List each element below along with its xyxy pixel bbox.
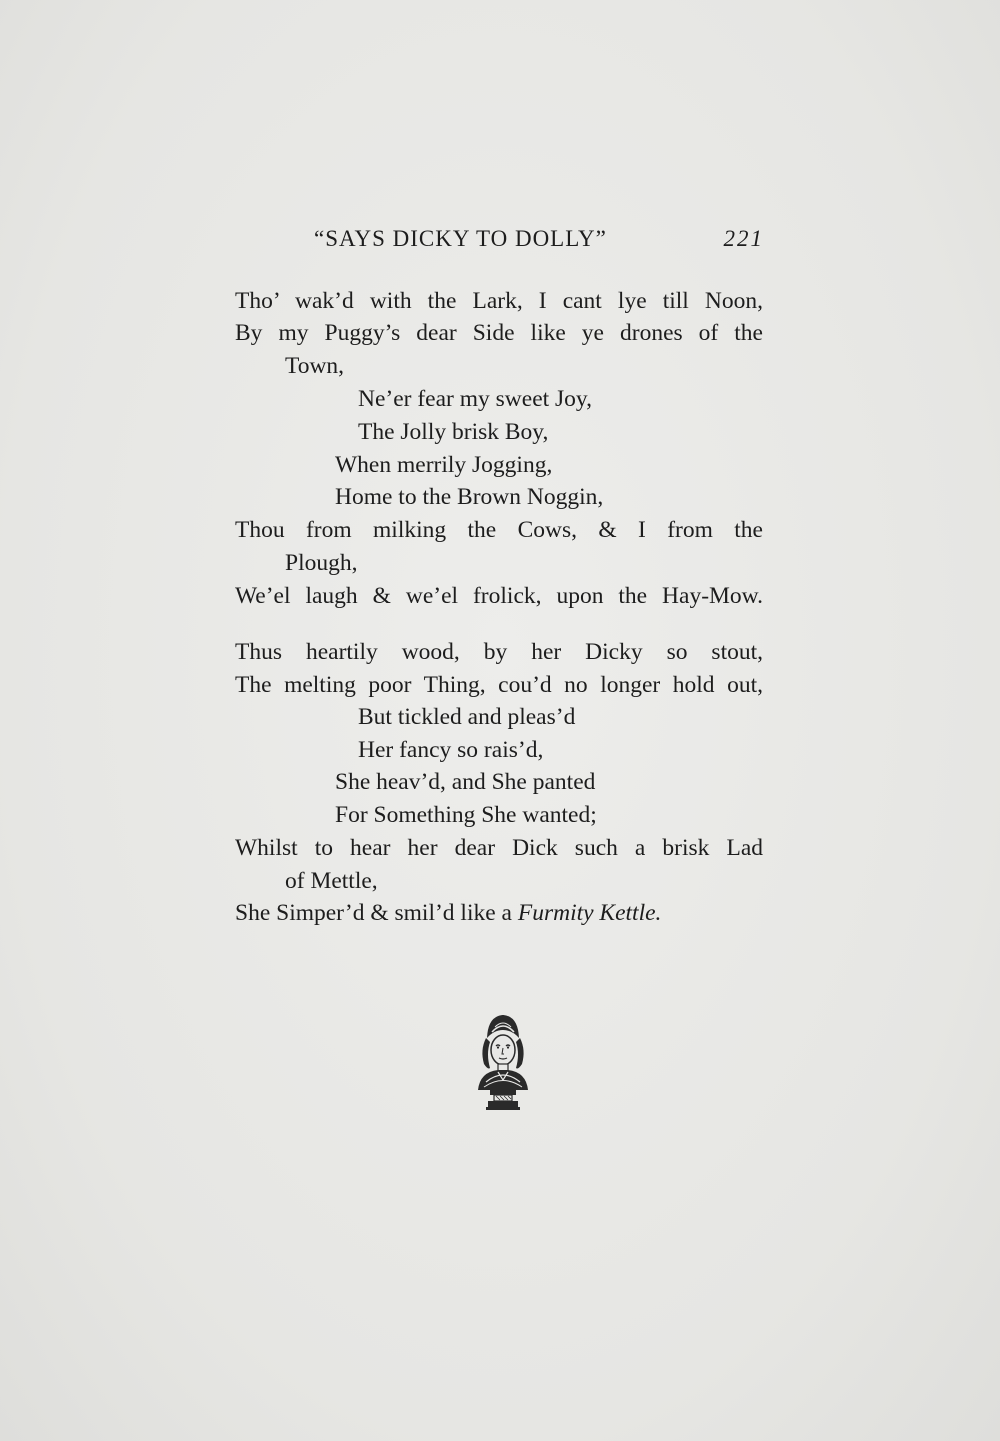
running-title: “SAYS DICKY TO DOLLY” bbox=[314, 226, 607, 251]
verse-line: of Mettle, bbox=[285, 868, 378, 894]
verse-line: Ne’er fear my sweet Joy, bbox=[358, 386, 593, 412]
page-number: 221 bbox=[723, 226, 764, 251]
verse-line-text: She Simper’d & smil’d like a bbox=[235, 900, 518, 926]
verse-line bbox=[235, 898, 661, 928]
verse-line: Home to the Brown Noggin, bbox=[335, 484, 604, 510]
verse-line: The melting poor Thing, cou’d no longer hold out, bbox=[235, 672, 763, 698]
verse-line: Town, bbox=[285, 353, 345, 379]
verse-line-italic: Furmity Kettle. bbox=[517, 900, 662, 926]
verse-line: For Something She wanted; bbox=[335, 802, 597, 828]
verse-line: The Jolly brisk Boy, bbox=[358, 419, 549, 445]
verse-line: Plough, bbox=[285, 550, 358, 576]
verse-line: By my Puggy’s dear Side like ye drones of the bbox=[235, 320, 763, 346]
verse-line: Thou from milking the Cows, & I from the bbox=[235, 517, 763, 543]
bust-ornament-icon bbox=[470, 1010, 536, 1112]
verse-line: Tho’ wak’d with the Lark, I cant lye till Noon, bbox=[235, 288, 763, 314]
page-header bbox=[234, 226, 764, 260]
verse-line: She heav’d, and She panted bbox=[335, 769, 596, 795]
verse-line: We’el laugh & we’el frolick, upon the Hay-Mow. bbox=[235, 583, 763, 609]
verse-line: When merrily Jogging, bbox=[335, 452, 553, 478]
verse-line: Thus heartily wood, by her Dicky so stout, bbox=[235, 639, 763, 665]
verse-line: But tickled and pleas’d bbox=[358, 704, 576, 730]
verse-line: Her fancy so rais’d, bbox=[358, 737, 544, 763]
verse-line: Whilst to hear her dear Dick such a brisk Lad bbox=[235, 835, 763, 861]
